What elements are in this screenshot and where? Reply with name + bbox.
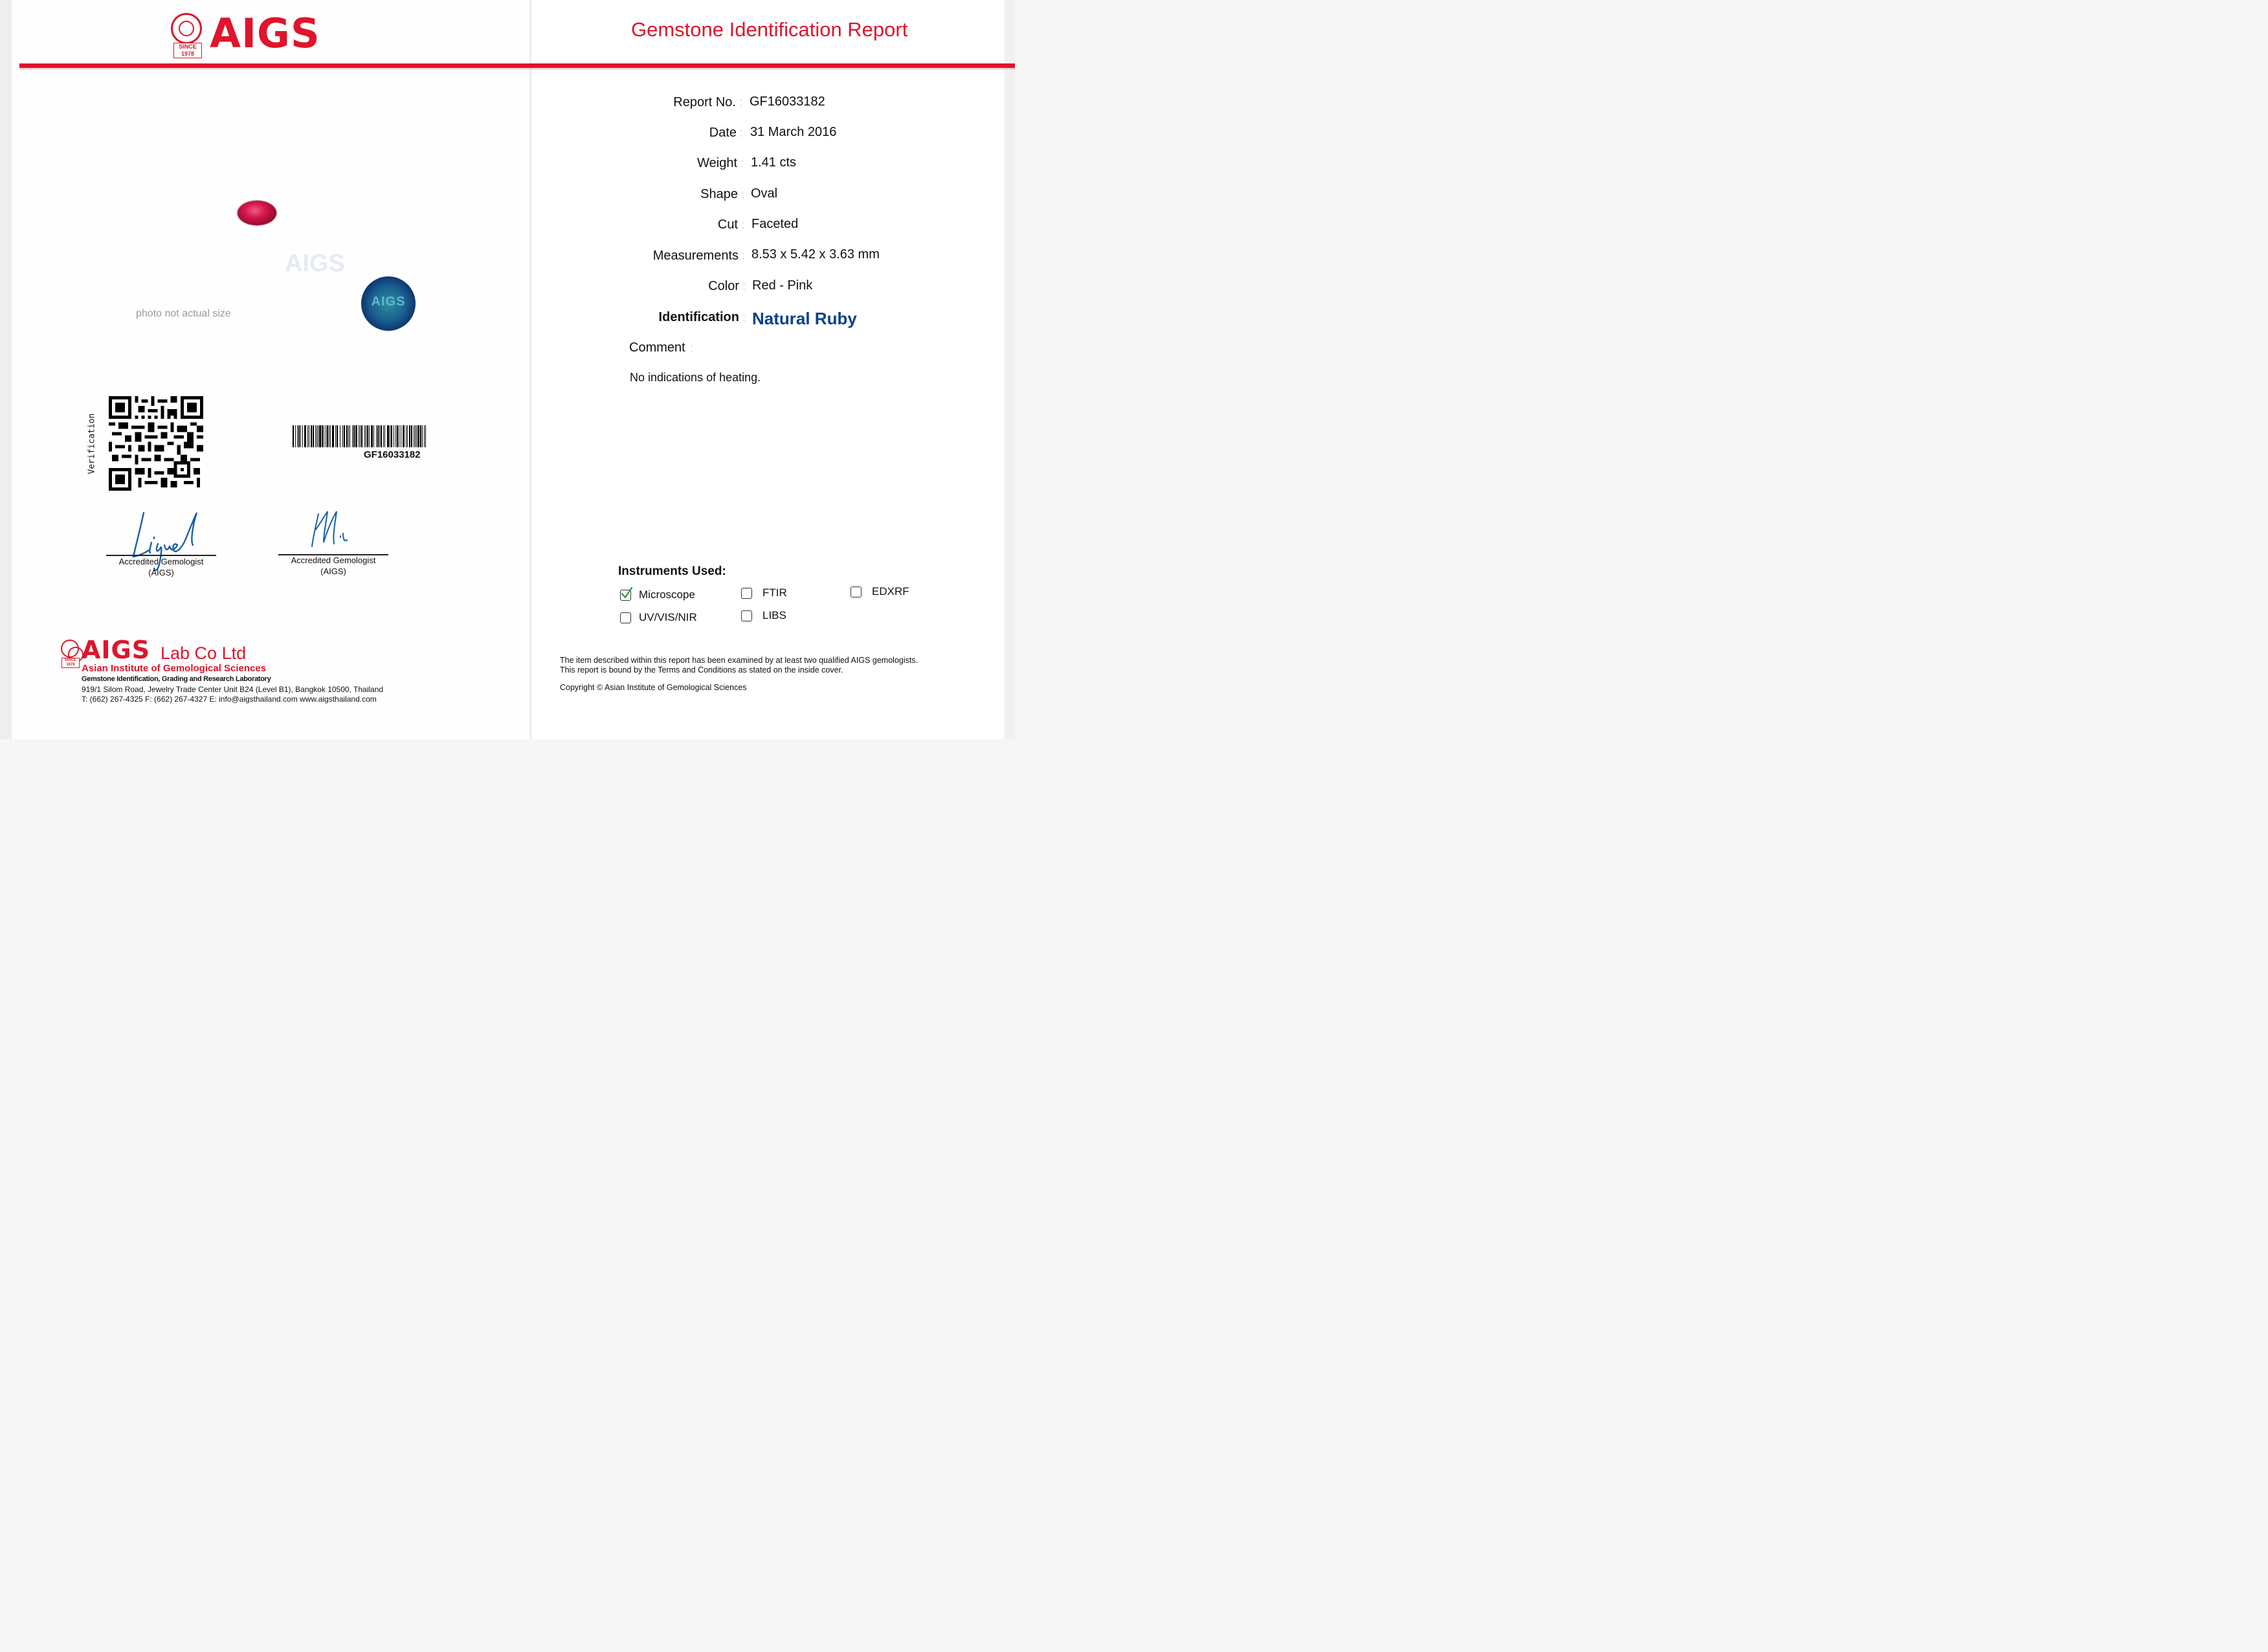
checkbox-label-microscope: Microscope	[639, 588, 695, 601]
signature-title-1: Accredited Gemologist	[118, 557, 204, 566]
page-edge-right	[1005, 0, 1015, 739]
copyright: Copyright © Asian Institute of Gemological Sciences	[560, 683, 747, 692]
disclaimer-line-1: The item described within this report has been examined by at least two qualified AIGS gemologists.	[560, 656, 918, 665]
certificate-page	[0, 0, 1015, 739]
barcode-bar	[391, 425, 392, 447]
barcode-bar	[424, 425, 425, 447]
field-label-color: Color	[708, 279, 739, 293]
right-panel	[531, 0, 1015, 739]
checkbox-label-edxrf: EDXRF	[872, 585, 909, 597]
barcode-bar	[397, 425, 398, 447]
barcode-bar	[417, 425, 419, 447]
barcode-bar	[322, 425, 323, 447]
field-colon: :	[742, 311, 746, 324]
hologram-seal	[361, 276, 416, 331]
comment-text: No indications of heating.	[630, 371, 761, 384]
since-badge	[173, 43, 202, 58]
barcode-bar	[381, 425, 382, 447]
footer-seal-icon	[61, 640, 79, 658]
field-colon: :	[690, 342, 694, 355]
checkbox-edxrf[interactable]	[850, 586, 862, 597]
hologram-text: AIGS	[371, 295, 406, 309]
barcode-bar	[364, 425, 365, 447]
signature-line-1	[106, 555, 216, 556]
signature-2	[304, 506, 362, 552]
barcode-bar	[415, 425, 416, 447]
photo-note: photo not actual size	[136, 308, 231, 319]
barcode-bar	[425, 425, 426, 447]
logo-wordmark: AIGS	[210, 10, 320, 57]
signature-org-2: (AIGS)	[320, 566, 346, 576]
field-label-identification: Identification	[658, 310, 739, 324]
footer-contact: T: (662) 267-4325 F: (662) 267-4327 E: info@aigsthailand.com www.aigsthailand.com	[82, 695, 377, 704]
field-value-shape: Oval	[751, 186, 778, 201]
field-label-shape: Shape	[700, 187, 738, 201]
qr-code-icon[interactable]	[109, 396, 203, 491]
checkbox-label-libs: LIBS	[762, 609, 786, 621]
instruments-title: Instruments Used:	[618, 564, 726, 578]
barcode-bar	[332, 425, 334, 447]
barcode-bar	[313, 425, 314, 447]
barcode-bar	[304, 425, 306, 447]
checkbox-microscope[interactable]	[620, 590, 631, 601]
barcode-bar	[342, 425, 343, 447]
checkmark-icon	[619, 586, 634, 600]
field-colon: :	[742, 280, 746, 293]
barcode-bar	[302, 425, 303, 447]
footer-since-year: 1978	[66, 663, 75, 667]
barcode-bar	[377, 425, 379, 447]
field-colon: :	[742, 218, 746, 231]
signature-org-1: (AIGS)	[148, 568, 174, 577]
fold-line	[529, 0, 531, 739]
barcode-bar	[360, 425, 361, 447]
field-colon: :	[740, 126, 744, 139]
ruby-photo	[238, 201, 276, 225]
header-red-rule	[19, 63, 1015, 68]
checkbox-uvvisnir[interactable]	[620, 612, 631, 623]
barcode-bar	[387, 425, 389, 447]
since-label: SINCE	[179, 43, 197, 50]
footer-institute-name: Asian Institute of Gemological Sciences	[82, 663, 267, 674]
barcode-bar	[330, 425, 331, 447]
footer-logo-wordmark: AIGS	[82, 636, 151, 664]
footer-since-badge	[61, 658, 80, 668]
barcode-bar	[403, 425, 405, 447]
field-value-cut: Faceted	[751, 217, 799, 231]
barcode-bar	[293, 425, 294, 447]
barcode-bar	[371, 425, 373, 447]
barcode-bar	[411, 425, 412, 447]
footer-address: 919/1 Silom Road, Jewelry Trade Center Unit B24 (Level B1), Bangkok 10500, Thailand	[82, 685, 384, 694]
field-label-cut: Cut	[717, 218, 738, 232]
checkbox-libs[interactable]	[741, 610, 752, 621]
field-value-weight: 1.41 cts	[751, 155, 797, 170]
aigs-seal-icon	[171, 13, 202, 44]
page-edge-left	[0, 0, 12, 739]
field-colon: :	[742, 249, 746, 262]
checkbox-label-uvvisnir: UV/VIS/NIR	[639, 611, 697, 623]
field-colon: :	[741, 188, 745, 201]
barcode-bar	[384, 425, 385, 447]
disclaimer-line-2: This report is bound by the Terms and Conditions as stated on the inside cover.	[560, 665, 843, 675]
field-label-date: Date	[709, 126, 737, 140]
barcode-bar	[409, 425, 410, 447]
left-panel	[0, 0, 531, 739]
footer-lab-desc: Gemstone Identification, Grading and Research Laboratory	[82, 675, 271, 683]
aigs-logo	[170, 10, 338, 58]
barcode-bar	[379, 425, 380, 447]
footer-since-label: SINCE	[64, 658, 77, 662]
barcode-bar	[407, 425, 408, 447]
barcode-bar	[295, 425, 296, 447]
field-label-measurements: Measurements	[652, 249, 739, 263]
checkbox-label-ftir: FTIR	[762, 586, 787, 599]
field-value-report-no: GF16033182	[750, 95, 825, 109]
barcode-bar	[335, 425, 336, 447]
field-value-date: 31 March 2016	[750, 125, 837, 139]
checkbox-ftir[interactable]	[741, 588, 752, 599]
comment-label: Comment	[629, 340, 685, 355]
barcode-bar	[416, 425, 417, 447]
footer-lab-suffix: Lab Co Ltd	[161, 643, 247, 663]
barcode-bar	[373, 425, 374, 447]
report-title: Gemstone Identification Report	[631, 18, 908, 41]
barcode-bar	[422, 425, 423, 447]
field-label-weight: Weight	[697, 156, 737, 170]
photo-watermark: AIGS	[285, 250, 345, 277]
barcode-bar	[344, 425, 345, 447]
barcode-bar	[315, 425, 316, 447]
barcode-bar	[376, 425, 377, 447]
barcode-bar	[311, 425, 312, 447]
barcode-bar	[352, 425, 353, 447]
barcode-bar	[395, 425, 396, 447]
barcode-bar	[361, 425, 362, 447]
barcode-number: GF16033182	[364, 449, 421, 460]
barcode-bar	[337, 425, 338, 447]
barcode-bar	[298, 425, 300, 447]
barcode-bar	[369, 425, 370, 447]
barcode-bar	[353, 425, 355, 447]
barcode-bar	[355, 425, 357, 447]
field-colon: :	[739, 96, 743, 109]
barcode-bar	[327, 425, 328, 447]
field-value-identification: Natural Ruby	[752, 309, 857, 328]
barcode-bar	[367, 425, 368, 447]
barcode-bar	[307, 425, 308, 447]
barcode-bar	[297, 425, 298, 447]
field-colon: :	[740, 157, 744, 170]
signature-title-2: Accredited Gemologist	[291, 555, 376, 565]
since-year: 1978	[181, 50, 195, 57]
field-value-color: Red - Pink	[752, 278, 813, 293]
barcode-bar	[348, 425, 349, 447]
barcode-bar	[383, 425, 384, 447]
barcode-bar	[319, 425, 321, 447]
barcode-icon[interactable]	[293, 425, 426, 447]
field-label-report-no: Report No.	[673, 95, 736, 109]
verification-label: Verification	[87, 413, 97, 474]
barcode-bar	[346, 425, 348, 447]
barcode-bar	[300, 425, 301, 447]
field-value-measurements: 8.53 x 5.42 x 3.63 mm	[751, 247, 880, 262]
barcode-bar	[420, 425, 421, 447]
